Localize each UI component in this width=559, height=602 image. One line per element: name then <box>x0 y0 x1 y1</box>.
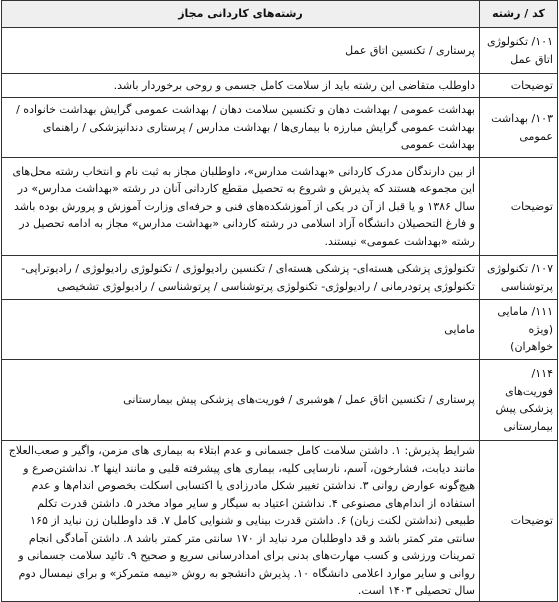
row-code: ۱۰۱/ تکنولوژی اتاق عمل <box>480 28 558 74</box>
table-row <box>2 158 558 256</box>
header-code: کد / رشته <box>480 1 558 28</box>
fields-table <box>1 0 558 602</box>
row-code: ۱۰۳/ بهداشت عمومی <box>480 98 558 158</box>
table-row <box>2 441 558 602</box>
table-row <box>2 74 558 98</box>
row-fields: مامایی <box>2 300 480 360</box>
table-header-row <box>2 1 558 28</box>
row-fields: پرستاری / تکنسین اتاق عمل <box>2 28 480 74</box>
header-fields: رشته‌های کاردانی مجاز <box>2 1 480 28</box>
row-label: توضیحات <box>480 158 558 256</box>
table-row <box>2 98 558 158</box>
row-fields: پرستاری / تکنسین اتاق عمل / هوشبری / فوریت‌های پزشکی پیش بیمارستانی <box>2 360 480 441</box>
row-code: ۱۱۱/ مامایی (ویژه خواهران) <box>480 300 558 360</box>
row-description: از بین دارندگان مدرک کاردانی «بهداشت مدارس»، داوطلبان مجاز به ثبت نام و انتخاب رشته محل‌های این مجموعه هستند که پذیرش و شروع به تحصیل مقطع کاردانی آنان در رشته «بهداشت مدارس» در سال ۱۳۸۶ و یا قبل از آن در یکی از آموزشکده‌های فنی و حرفه‌ای وزارت آموزش و پرورش بوده باشد و فارغ التحصیلان دانشگاه آزاد اسلامی در رشته کاردانی «بهداشت مدارس» مجاز به ادامه تحصیل در رشته «بهداشت عمومی» نیستند. <box>2 158 480 256</box>
row-description: داوطلب متقاضی این رشته باید از سلامت کامل جسمی و روحی برخوردار باشد. <box>2 74 480 98</box>
row-code: ۱۰۷/ تکنولوژی پرتوشناسی <box>480 256 558 300</box>
row-description: شرایط پذیرش: ۱. داشتن سلامت کامل جسمانی و عدم ابتلاء به بیماری های مزمن، واگیر و صعب‌العلاج مانند دیابت، فشارخون، آسم، نارسایی کلیه، بیماری های پیشرفته قلبی و مانند اینها ۲. نداشتن‌صرع و هیچ‌گونه عوارض روانی ۳. نداشتن تغییر شکل مادرزادی یا اکتسابی اسکلت بخصوص اندام‌ها و عدم استفاده از اندام‌های مصنوعی ۴. نداشتن اعتیاد به سیگار و سایر مواد مخدر ۵. داشتن قدرت تکلم طبیعی (نداشتن لکنت زبان) ۶. داشتن قدرت بینایی و شنوایی کامل ۷. قد داوطلبان زن نباید از ۱۶۵ سانتی متر کمتر باشد و قد داوطلبان مرد نباید از ۱۷۰ سانتی متر کمتر باشد ۸. داشتن آمادگی انجام تمرینات ورزشی و کسب مهارت‌های بدنی برای امدادرسانی سریع و صحیح ۹. تائید سلامت جسمانی و روانی و سایر موارد اعلامی دانشگاه ۱۰. پذیرش دانشجو به روش «نیمه متمرکز» و برای نیمسال دوم سال تحصیلی ۱۴۰۳ است. <box>2 441 480 602</box>
row-fields: تکنولوژی پزشکی هسته‌ای- پزشکی هسته‌ای / تکنسین رادیولوژی / تکنولوژی رادیولوژی / رادیوتراپی- تکنولوژی پرتودرمانی / رادیولوژی- تکنولوژی پرتوشناسی / پرتوشناسی / رادیولوژی تشخیصی <box>2 256 480 300</box>
table-row <box>2 256 558 300</box>
row-label: توضیحات <box>480 441 558 602</box>
table-row <box>2 28 558 74</box>
row-fields: بهداشت عمومی / بهداشت دهان و تکنسین سلامت دهان / بهداشت عمومی گرایش بهداشت خانواده / بهداشت عمومی گرایش مبارزه با بیماری‌ها / بهداشت مدارس / پرستاری دندانپزشکی / راهنمای بهداشت عمومی <box>2 98 480 158</box>
table-row <box>2 300 558 360</box>
row-label: توضیحات <box>480 74 558 98</box>
row-code: ۱۱۴/ فوریت‌های پزشکی پیش بیمارستانی <box>480 360 558 441</box>
table-row <box>2 360 558 441</box>
